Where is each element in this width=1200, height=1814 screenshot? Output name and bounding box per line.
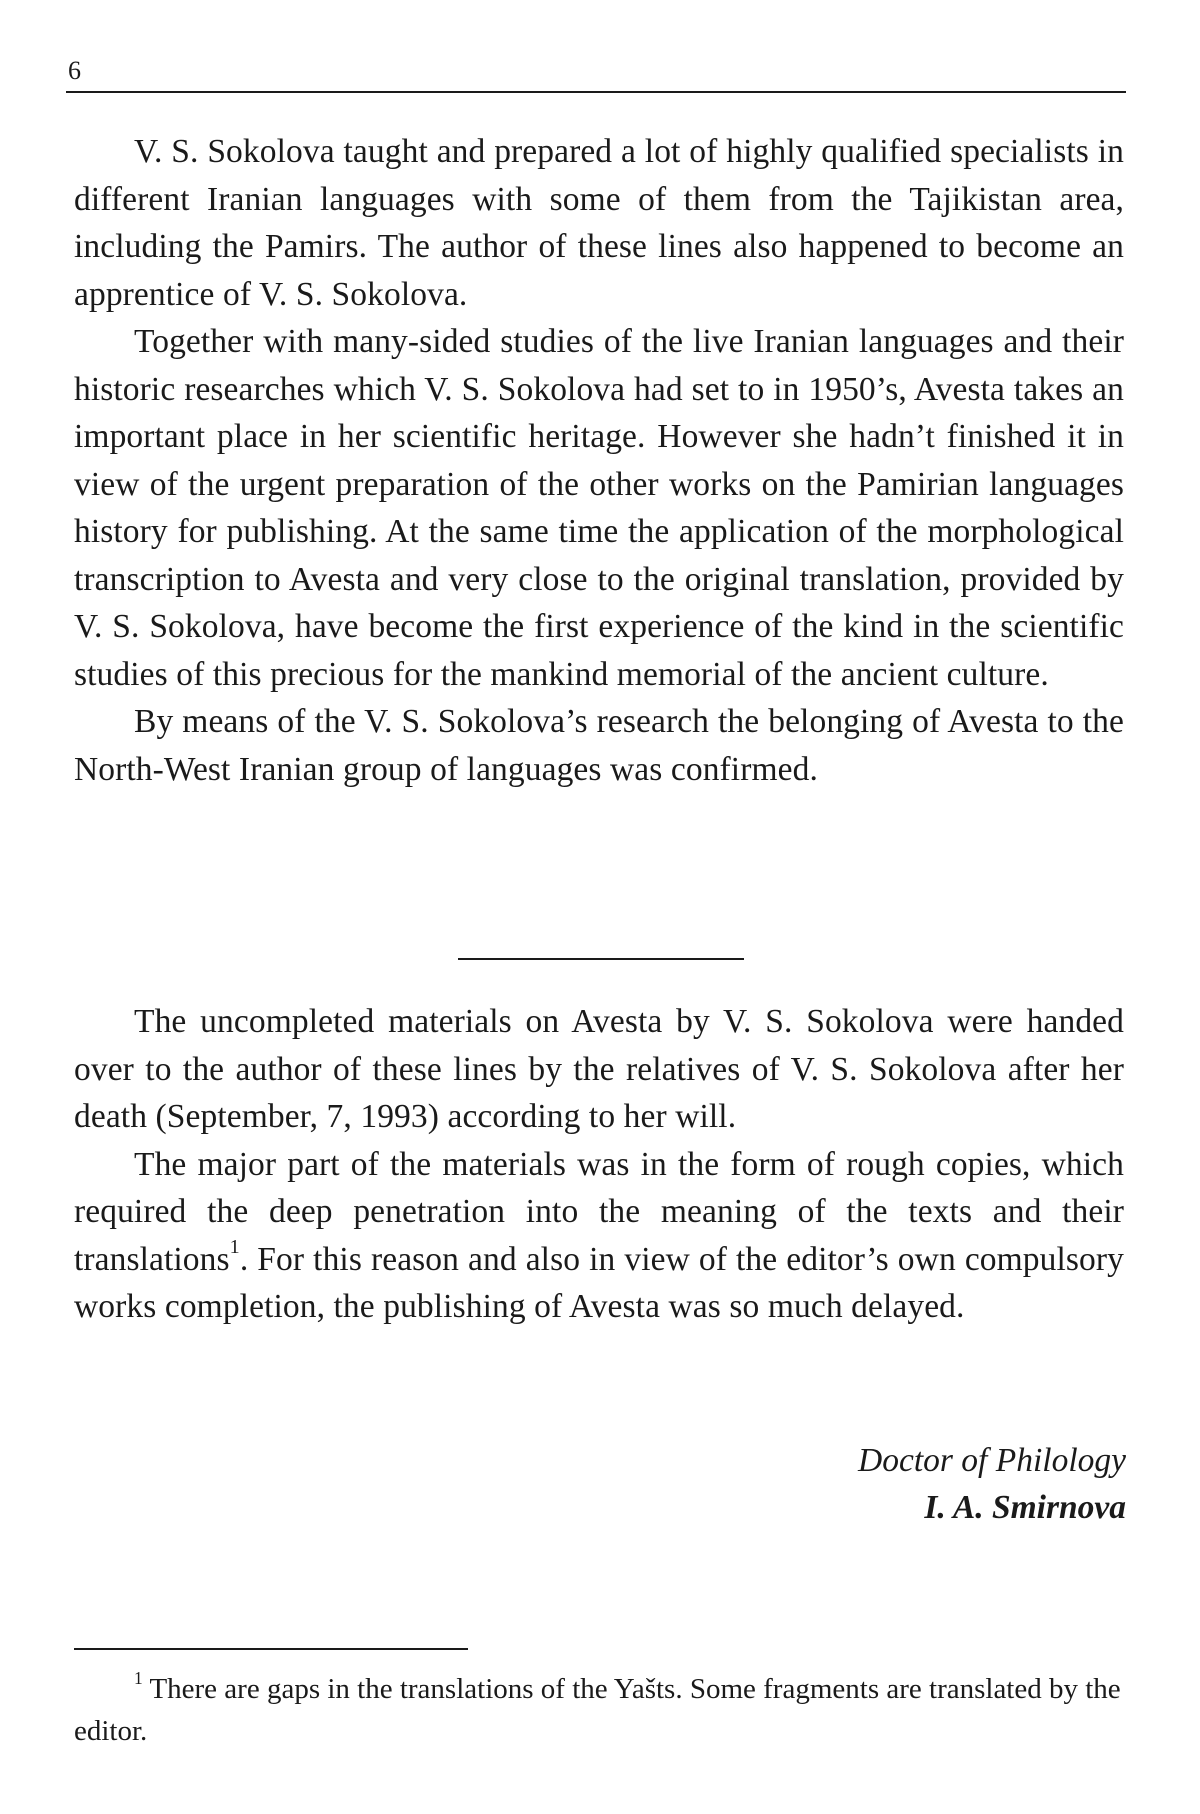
paragraph-sokolova-students: V. S. Sokolova taught and prepared a lot of highly qualified specialists in different Iranian languages with some of them from the Tajikistan area, including the Pamirs. The author of these lines also happened to become an apprentice of V. S. Sokolova. (74, 133, 1124, 313)
footnote-reference[interactable]: 1 (229, 1236, 240, 1259)
paragraph-avesta-heritage: Together with many-sided studies of the live Iranian languages and their historic researches which V. S. Sokolova had set to in 1950’s, Avesta takes an important place in her scientific heritage. However she hadn’t finished it in view of the urgent preparation of the other works on the Pamirian languages history for publishing. At the same time the application of the morphological transcription to Avesta and very close to the original translation, provided by V. S. Sokolova, have become the first experience of the kind in the scientific studies of this precious for the mankind memorial of the ancient culture. (74, 323, 1124, 693)
paragraph-rough-copies-end: . For this reason and also in view of the editor’s own compulsory works completion, the publishing of Avesta was so much delayed. (74, 1240, 1124, 1325)
footnote-rule (74, 1648, 468, 1650)
paragraph-north-west-iranian: By means of the V. S. Sokolova’s research the belonging of Avesta to the North-West Iranian group of languages was confirmed. (74, 703, 1124, 788)
footnote-text: There are gaps in the translations of the Yašts. Some fragments are translated by the editor. (74, 1673, 1121, 1747)
materials-text-block (74, 998, 1124, 1331)
page-number: 6 (68, 56, 81, 85)
paragraph-uncompleted-materials: The uncompleted materials on Avesta by V. S. Sokolova were handed over to the author of these lines by the relatives of V. S. Sokolova after her death (September, 7, 1993) according to her will. (74, 1003, 1124, 1135)
intro-text-block (74, 128, 1124, 793)
section-separator (458, 958, 744, 960)
paragraph-rough-copies (74, 1141, 1124, 1331)
footnote (74, 1668, 1124, 1752)
signature-title: Doctor of Philology (858, 1442, 1126, 1479)
paragraph-rough-copies-start: The major part of the materials was in the form of rough copies, which required the deep penetration into the meaning of the texts and their translations (74, 1145, 1124, 1278)
signature-name: I. A. Smirnova (924, 1489, 1126, 1526)
footnote-marker: 1 (134, 1667, 143, 1688)
signature-block (858, 1437, 1126, 1531)
header-rule (66, 91, 1126, 93)
